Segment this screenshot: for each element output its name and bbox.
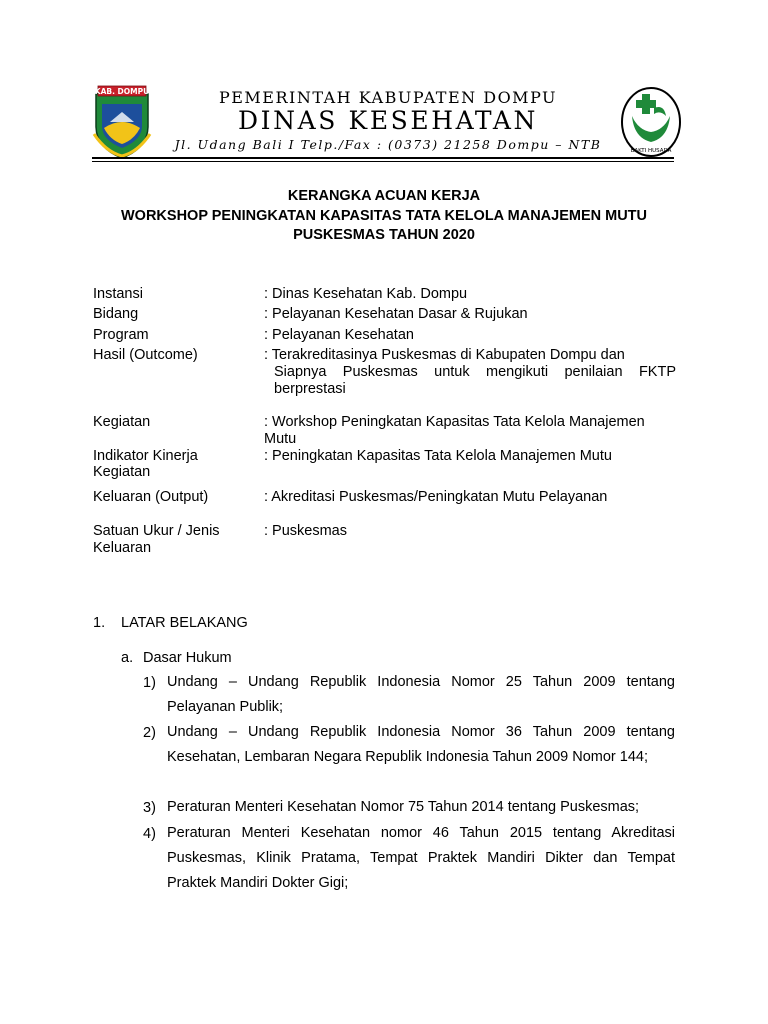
info-value-kegiatan: : Workshop Peningkatan Kapasitas Tata Kelola Manajemen	[264, 414, 645, 430]
letterhead-agency: DINAS KESEHATAN	[238, 106, 538, 135]
list-item: Peraturan Menteri Kesehatan Nomor 75 Tahun 2014 tentang Puskesmas;	[167, 799, 640, 815]
section-number: 1.	[93, 615, 106, 631]
doc-subtitle: WORKSHOP PENINGKATAN KAPASITAS TATA KELOLA MANAJEMEN MUTU	[120, 208, 647, 224]
letterhead-rule-thin	[92, 161, 674, 162]
subsection-heading: Dasar Hukum	[143, 650, 232, 666]
list-item: Peraturan Menteri Kesehatan nomor 46 Tahun 2015 tentang Akreditasi Puskesmas, Klinik Pratama, Tempat Praktek Mandiri Dikter dan Tempat Praktek Mandiri Dokter Gigi;	[167, 825, 675, 891]
doc-title: KERANGKA ACUAN KERJA	[287, 188, 481, 204]
letterhead-government: PEMERINTAH KABUPATEN DOMPU	[218, 88, 558, 107]
list-item-number: 2)	[143, 725, 156, 741]
logo-banner-text: KAB. DOMPU	[94, 87, 150, 96]
list-item-number: 3)	[143, 800, 156, 816]
info-label-indikator: Indikator Kinerja	[93, 448, 198, 464]
info-label-satuan-line2: Keluaran	[93, 540, 152, 556]
info-value-kegiatan-line2: Mutu	[264, 431, 297, 447]
info-label-keluaran: Keluaran (Output)	[93, 489, 209, 505]
info-label-satuan: Satuan Ukur / Jenis	[93, 523, 220, 539]
doc-subtitle-year: PUSKESMAS TAHUN 2020	[293, 227, 475, 243]
info-label-program: Program	[93, 327, 149, 343]
info-label-instansi: Instansi	[93, 286, 143, 302]
info-value-bidang: : Pelayanan Kesehatan Dasar & Rujukan	[264, 306, 528, 322]
info-value-hasil: : Terakreditasinya Puskesmas di Kabupaten Dompu dan	[264, 347, 625, 363]
kab-dompu-crest-logo	[90, 82, 154, 162]
info-label-hasil: Hasil (Outcome)	[93, 347, 198, 363]
subsection-letter: a.	[121, 650, 134, 666]
letterhead-address: Jl. Udang Bali I Telp./Fax : (0373) 21258 Dompu – NTB	[174, 137, 602, 152]
info-value-keluaran: : Akreditasi Puskesmas/Peningkatan Mutu Pelayanan	[264, 489, 608, 505]
list-item-number: 1)	[143, 675, 156, 691]
info-value-hasil-line3: berprestasi	[274, 381, 346, 397]
info-value-indikator: : Peningkatan Kapasitas Tata Kelola Manajemen Mutu	[264, 448, 612, 464]
bakti-husada-logo	[620, 86, 682, 158]
list-item: Undang – Undang Republik Indonesia Nomor 25 Tahun 2009 tentang Pelayanan Publik;	[167, 674, 675, 715]
info-value-satuan: : Puskesmas	[264, 523, 347, 539]
info-label-kegiatan: Kegiatan	[93, 414, 151, 430]
info-value-hasil-line2: Siapnya Puskesmas untuk mengikuti penilaian FKTP	[274, 364, 676, 380]
section-heading: LATAR BELAKANG	[121, 615, 248, 631]
info-label-bidang: Bidang	[93, 306, 139, 322]
list-item: Undang – Undang Republik Indonesia Nomor 36 Tahun 2009 tentang Kesehatan, Lembaran Negara Republik Indonesia Tahun 2009 Nomor 144;	[167, 724, 675, 765]
logo-motto-text: BAKTI HUSADA	[630, 148, 672, 154]
info-value-instansi: : Dinas Kesehatan Kab. Dompu	[264, 286, 468, 302]
info-value-program: : Pelayanan Kesehatan	[264, 327, 414, 343]
letterhead-rule-thick	[92, 157, 674, 159]
info-label-indikator-line2: Kegiatan	[93, 464, 151, 480]
list-item-number: 4)	[143, 826, 156, 842]
